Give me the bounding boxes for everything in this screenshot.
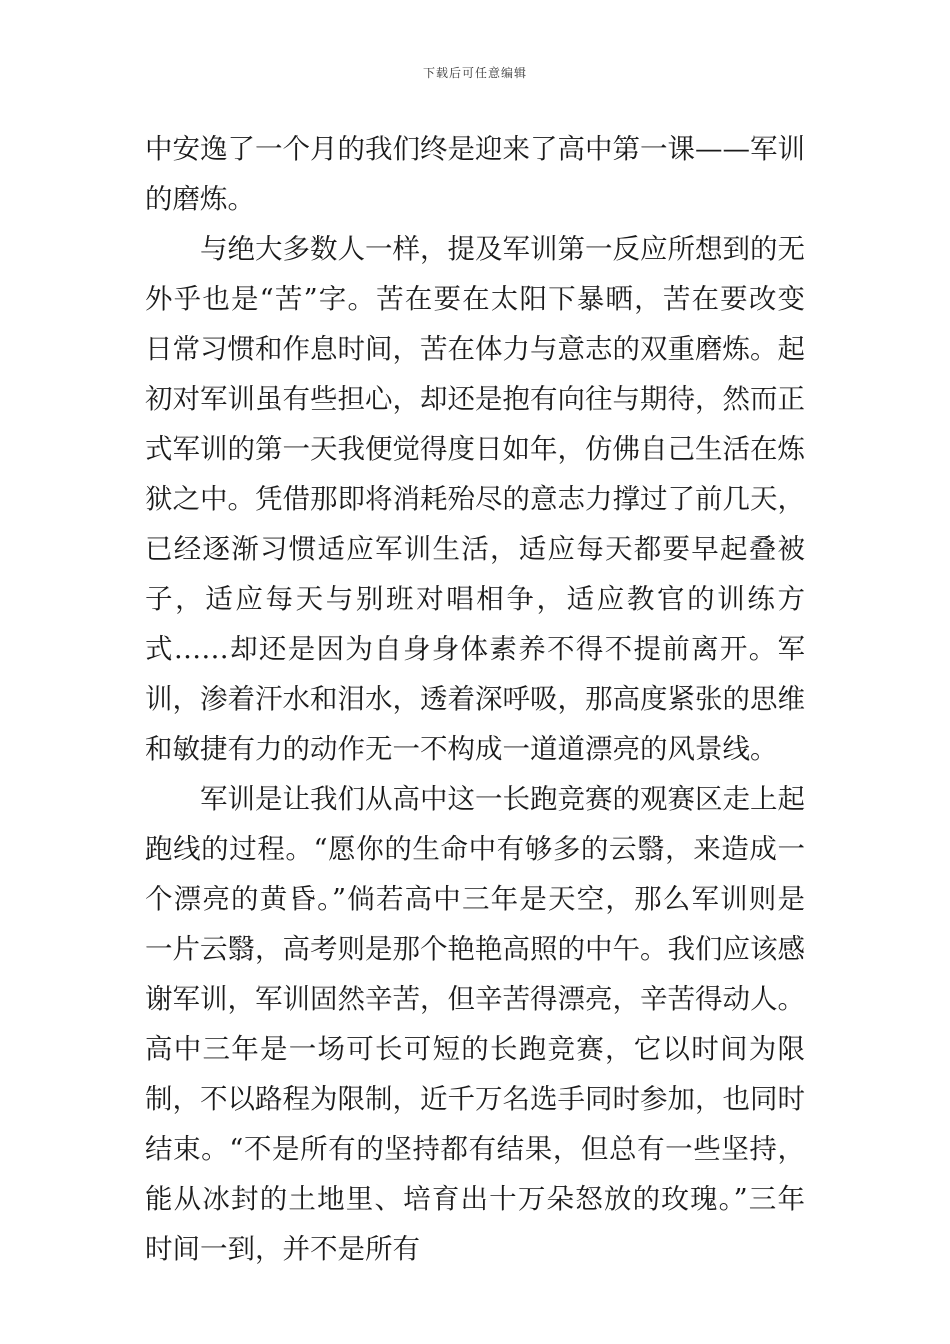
paragraph-1: 中安逸了一个月的我们终是迎来了高中第一课——军训的磨炼。 (145, 133, 805, 215)
document-body (145, 124, 805, 1274)
paragraph-2: 与绝大多数人一样，提及军训第一反应所想到的无外乎也是“苦”字。苦在要在太阳下暴晒，苦在要改变日常习惯和作息时间，苦在体力与意志的双重磨炼。起初对军训虽有些担心，却还是抱有向往与期待，然而正式军训的第一天我便觉得度日如年，仿佛自己生活在炼狱之中。凭借那即将消耗殆尽的意志力撑过了前几天，已经逐渐习惯适应军训生活，适应每天都要早起叠被子，适应每天与别班对唱相争，适应教官的训练方式……却还是因为自身身体素养不得不提前离开。军训，渗着汗水和泪水，透着深呼吸，那高度紧张的思维和敏捷有力的动作无一不构成一道道漂亮的风景线。 (145, 233, 805, 765)
paragraph-3: 军训是让我们从高中这一长跑竞赛的观赛区走上起跑线的过程。“愿你的生命中有够多的云翳，来造成一个漂亮的黄昏。”倘若高中三年是天空，那么军训则是一片云翳，高考则是那个艳艳高照的中午。我们应该感谢军训，军训固然辛苦，但辛苦得漂亮，辛苦得动人。高中三年是一场可长可短的长跑竞赛，它以时间为限制，不以路程为限制，近千万名选手同时参加，也同时结束。“不是所有的坚持都有结果，但总有一些坚持，能从冰封的土地里、培育出十万朵怒放的玫瑰。”三年时间一到，并不是所有 (145, 783, 805, 1265)
page-header: 下载后可任意编辑 (422, 66, 527, 80)
